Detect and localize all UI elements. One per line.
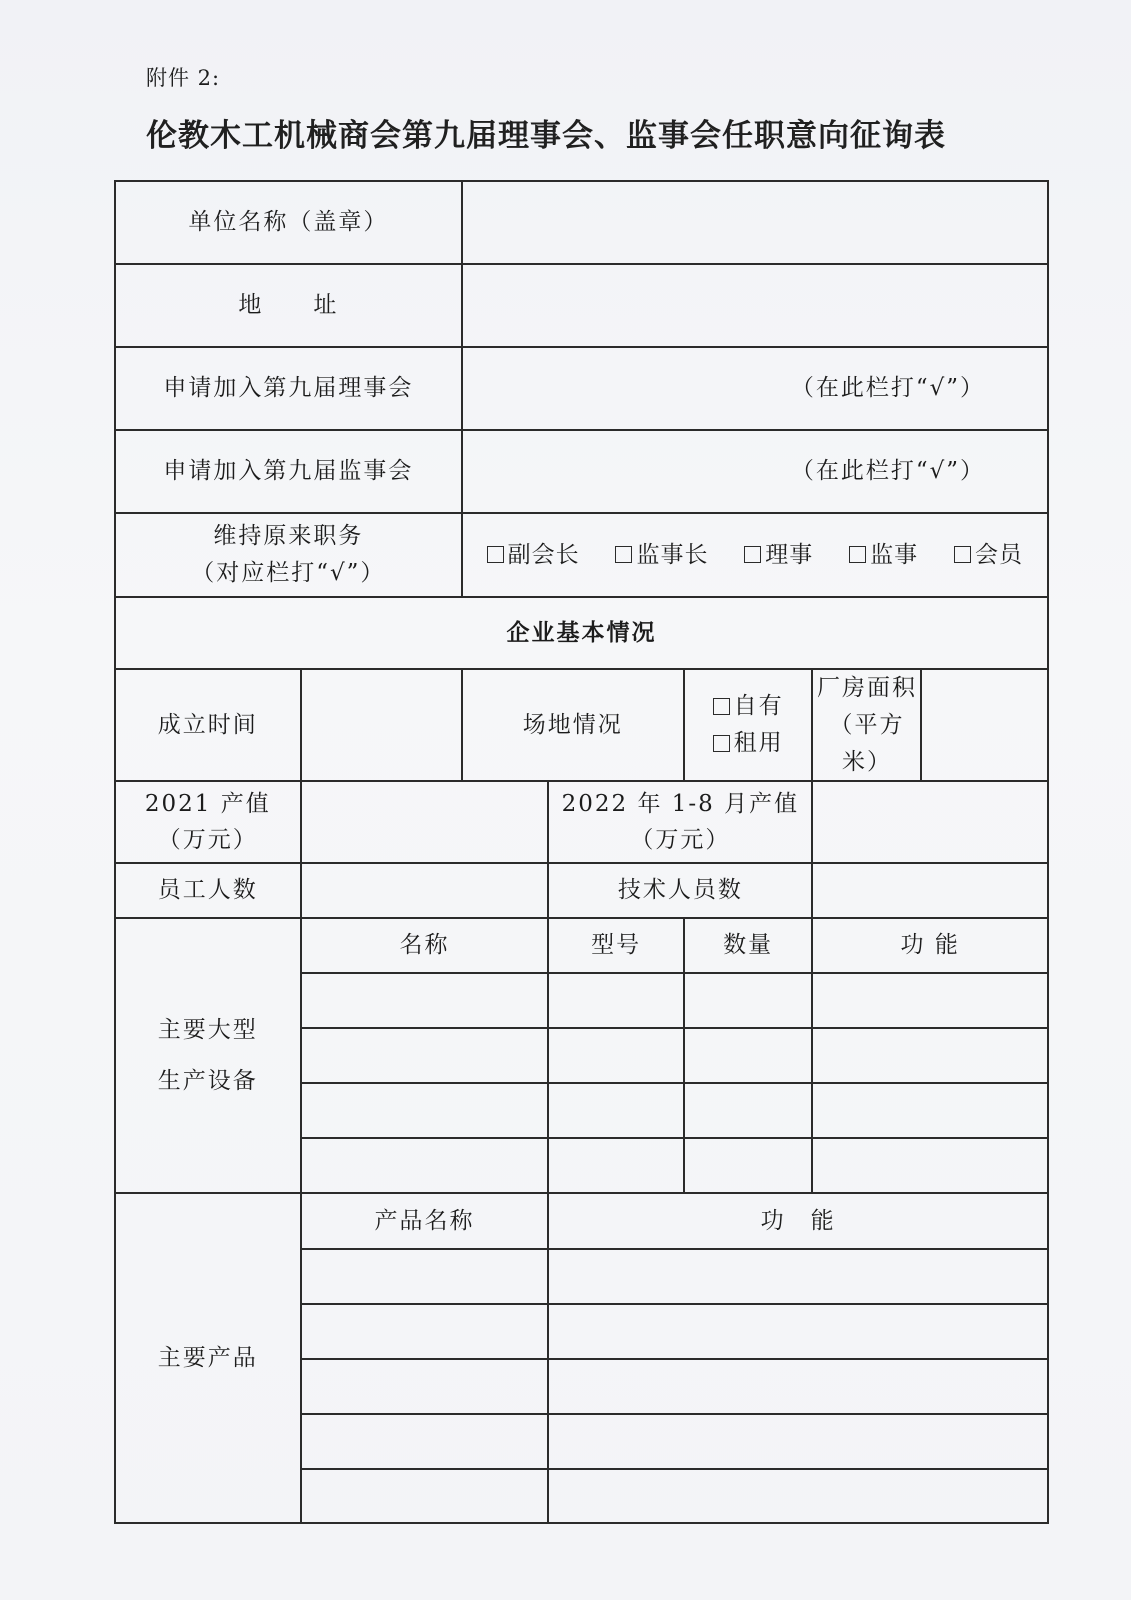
tech-staff-field[interactable]: [812, 863, 1048, 918]
products-label: 主要产品: [115, 1193, 301, 1523]
position-options: [462, 513, 1048, 597]
checkbox-icon[interactable]: [849, 546, 866, 563]
equipment-header-name: 名称: [301, 918, 549, 973]
section-title: 企业基本情况: [115, 597, 1048, 669]
equipment-cell[interactable]: [684, 1138, 812, 1193]
founded-field[interactable]: [301, 669, 462, 781]
checkbox-icon[interactable]: [615, 546, 632, 563]
checkbox-icon[interactable]: [487, 546, 504, 563]
keep-position-label: [115, 513, 462, 597]
checkbox-icon[interactable]: [713, 735, 730, 752]
product-cell[interactable]: [548, 1304, 1048, 1359]
equipment-header-quantity: 数量: [684, 918, 812, 973]
output-2022-label: 2022 年 1-8 月产值 （万元）: [548, 781, 812, 863]
equipment-cell[interactable]: [548, 973, 684, 1028]
site-option-rented[interactable]: 租用: [713, 725, 784, 762]
products-header-name: 产品名称: [301, 1193, 549, 1249]
site-option-owned[interactable]: 自有: [713, 688, 784, 725]
keep-position-label-line2: （对应栏打“√”）: [191, 560, 386, 586]
equipment-cell[interactable]: [301, 973, 549, 1028]
output-2021-field[interactable]: [301, 781, 549, 863]
equipment-cell[interactable]: [548, 1083, 684, 1138]
equipment-cell[interactable]: [301, 1138, 549, 1193]
product-cell[interactable]: [301, 1304, 549, 1359]
founded-label: 成立时间: [115, 669, 301, 781]
checkbox-icon[interactable]: [744, 546, 761, 563]
plant-area-label: 厂房面积 （平方米）: [812, 669, 921, 781]
products-header-function: 功 能: [548, 1193, 1048, 1249]
checkbox-icon[interactable]: [713, 698, 730, 715]
product-cell[interactable]: [548, 1359, 1048, 1414]
product-cell[interactable]: [548, 1469, 1048, 1523]
position-option-chief-supervisor[interactable]: 监事长: [615, 537, 708, 574]
unit-name-label: 单位名称（盖章）: [115, 181, 462, 264]
product-cell[interactable]: [301, 1469, 549, 1523]
page-title: 伦教木工机械商会第九届理事会、监事会任职意向征询表: [146, 118, 946, 154]
equipment-cell[interactable]: [684, 973, 812, 1028]
equipment-header-function: 功 能: [812, 918, 1048, 973]
product-cell[interactable]: [301, 1249, 549, 1304]
product-cell[interactable]: [548, 1249, 1048, 1304]
equipment-cell[interactable]: [548, 1028, 684, 1083]
product-cell[interactable]: [548, 1414, 1048, 1469]
equipment-cell[interactable]: [812, 1028, 1048, 1083]
address-field[interactable]: [462, 264, 1048, 347]
position-option-supervisor[interactable]: 监事: [849, 537, 918, 574]
checkbox-icon[interactable]: [954, 546, 971, 563]
tech-staff-label: 技术人员数: [548, 863, 812, 918]
position-option-director[interactable]: 理事: [744, 537, 813, 574]
site-options: [684, 669, 812, 781]
equipment-cell[interactable]: [548, 1138, 684, 1193]
equipment-cell[interactable]: [301, 1028, 549, 1083]
position-option-vice-president[interactable]: 副会长: [487, 537, 580, 574]
attachment-label: 附件 2:: [146, 66, 221, 90]
unit-name-field[interactable]: [462, 181, 1048, 264]
product-cell[interactable]: [301, 1359, 549, 1414]
product-cell[interactable]: [301, 1414, 549, 1469]
plant-area-field[interactable]: [921, 669, 1048, 781]
equipment-cell[interactable]: [301, 1083, 549, 1138]
apply-supervisory-field[interactable]: （在此栏打“√”）: [462, 430, 1048, 513]
employees-label: 员工人数: [115, 863, 301, 918]
output-2022-field[interactable]: [812, 781, 1048, 863]
equipment-cell[interactable]: [812, 1138, 1048, 1193]
application-form-table: [114, 180, 1049, 1524]
equipment-cell[interactable]: [684, 1028, 812, 1083]
keep-position-label-line1: 维持原来职务: [213, 523, 364, 550]
site-status-label: 场地情况: [462, 669, 684, 781]
apply-council-label: 申请加入第九届理事会: [115, 347, 462, 430]
address-label: 地 址: [115, 264, 462, 347]
equipment-header-model: 型号: [548, 918, 684, 973]
equipment-label: 主要大型 生产设备: [115, 918, 301, 1193]
equipment-cell[interactable]: [812, 1083, 1048, 1138]
apply-supervisory-label: 申请加入第九届监事会: [115, 430, 462, 513]
output-2021-label: 2021 产值 （万元）: [115, 781, 301, 863]
employees-field[interactable]: [301, 863, 549, 918]
apply-council-field[interactable]: （在此栏打“√”）: [462, 347, 1048, 430]
equipment-cell[interactable]: [812, 973, 1048, 1028]
position-option-member[interactable]: 会员: [954, 537, 1023, 574]
equipment-cell[interactable]: [684, 1083, 812, 1138]
